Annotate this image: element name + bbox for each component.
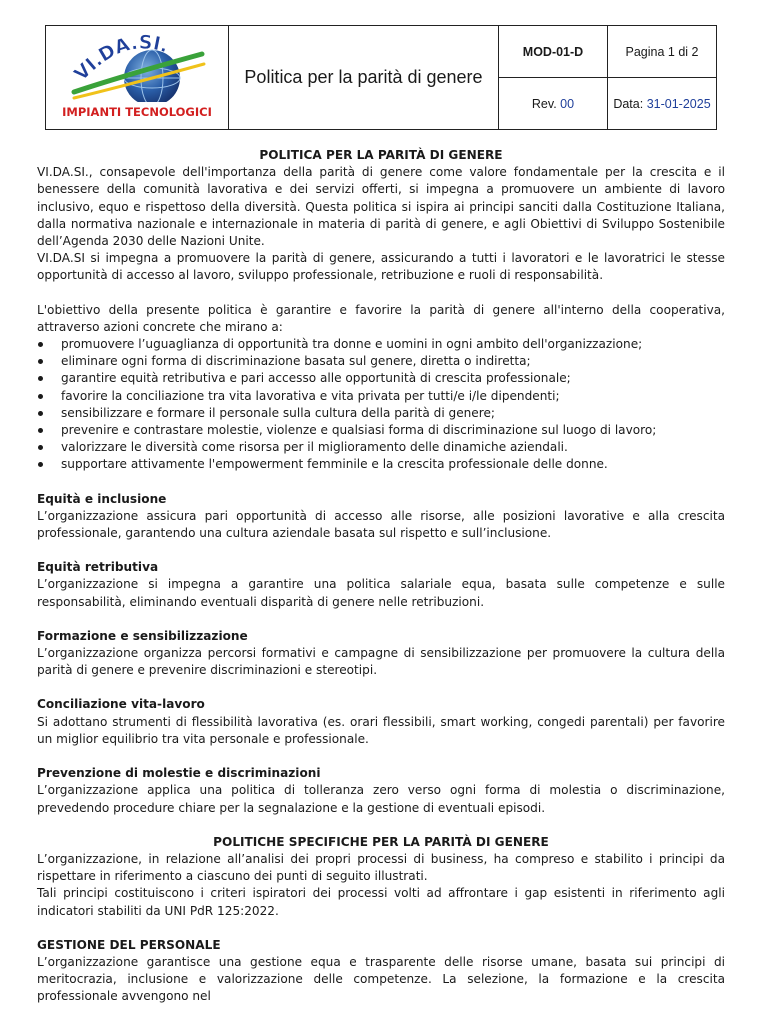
list-item: valorizzare le diversità come risorsa per il miglioramento delle dinamiche aziendali. xyxy=(37,439,725,456)
section-text: L’organizzazione organizza percorsi formativi e campagne di sensibilizzazione per promuovere la cultura della parità di genere e prevenire discriminazioni e stereotipi. xyxy=(37,646,725,678)
section-text: Si adottano strumenti di flessibilità lavorativa (es. orari flessibili, smart working, congedi parentali) per favorire un miglior equilibrio tra vita personale e professionale. xyxy=(37,714,725,746)
date-label: Data: xyxy=(613,96,644,111)
revision-value: 00 xyxy=(560,96,575,111)
list-item: promuovere l’uguaglianza di opportunità tra donne e uomini in ogni ambito dell'organizzazione; xyxy=(37,336,725,353)
intro-paragraph: VI.DA.SI., consapevole dell'importanza della parità di genere come valore fondamentale per la crescita e il benessere della comunità lavorativa e dei servizi offerti, si impegna a promuovere un ambiente di lavoro inclusivo, equo e rispettoso della diversità. Questa politica si ispira ai principi sanciti dalla Costituzione Italiana, dalla normativa nazionale e internazionale in materia di parità di genere, e agli Obiettivi di Sviluppo Sostenibile dell’Agenda 2030 delle Nazioni Unite. xyxy=(37,165,725,249)
date-value: 31-01-2025 xyxy=(646,96,711,111)
svg-text:VI.DA.SI.: VI.DA.SI. xyxy=(69,30,172,85)
vidasi-logo-icon xyxy=(52,30,222,122)
section-heading: Equità retributiva xyxy=(37,560,159,575)
section-text: L’organizzazione si impegna a garantire una politica salariale equa, basata sulle competenze e sulle responsabilità, eliminando eventuali disparità di genere nelle retribuzioni. xyxy=(37,577,725,609)
section-text: L’organizzazione applica una politica di tolleranza zero verso ogni forma di molestia o discriminazione, prevedendo procedure chiare per la segnalazione e la gestione di eventuali episodi. xyxy=(37,783,725,815)
list-item: sensibilizzare e formare il personale sulla cultura della parità di genere; xyxy=(37,405,725,422)
personnel-text: L’organizzazione garantisce una gestione equa e trasparente delle risorse umane, basata sui principi di meritocrazia, inclusione e valorizzazione delle competenze. La selezione, la formazione e la crescita professionale avvengono nel xyxy=(37,954,725,1004)
section-text: L’organizzazione assicura pari opportunità di accesso alle risorse, alle posizioni lavorative e alla crescita professionale, garantendo una cultura aziendale basata sul rispetto e sull’inclusione. xyxy=(37,508,725,541)
specific-policies-title: POLITICHE SPECIFICHE PER LA PARITÀ DI GENERE xyxy=(213,834,549,849)
specific-paragraph: Tali principi costituiscono i criteri ispiratori dei processi volti ad affrontare i gap esistenti in riferimento agli indicatori stabiliti da UNI PdR 125:2022. xyxy=(37,886,725,918)
section-heading: Equità e inclusione xyxy=(37,491,167,506)
main-title: POLITICA PER LA PARITÀ DI GENERE xyxy=(259,148,503,162)
document-code: MOD-01-D xyxy=(499,26,608,78)
commitment-paragraph: VI.DA.SI si impegna a promuovere la parità di genere, assicurando a tutti i lavoratori e le lavoratrici le stesse opportunità di accesso al lavoro, sviluppo professionale, retribuzione e ruoli di responsabilità. xyxy=(37,251,725,283)
document-title: Politica per la parità di genere xyxy=(229,26,499,130)
section-heading: Formazione e sensibilizzazione xyxy=(37,628,248,643)
list-item: favorire la conciliazione tra vita lavorativa e vita privata per tutti/e i/le dipendenti; xyxy=(37,388,725,405)
company-logo xyxy=(46,26,229,130)
revision xyxy=(499,78,608,130)
list-item: garantire equità retributiva e pari accesso alle opportunità di crescita professionale; xyxy=(37,370,725,387)
list-item: eliminare ogni forma di discriminazione basata sul genere, diretta o indiretta; xyxy=(37,353,725,370)
section-heading: Conciliazione vita-lavoro xyxy=(37,697,205,712)
personnel-heading: GESTIONE DEL PERSONALE xyxy=(37,937,221,952)
objective-paragraph: L'obiettivo della presente politica è garantire e favorire la parità di genere all'interno della cooperativa, attraverso azioni concrete che mirano a: xyxy=(37,302,725,334)
document-body xyxy=(37,147,725,1006)
list-item: prevenire e contrastare molestie, violenze e qualsiasi forma di discriminazione sul luogo di lavoro; xyxy=(37,422,725,439)
list-item: supportare attivamente l'empowerment femminile e la crescita professionale delle donne. xyxy=(37,456,725,473)
document-header xyxy=(45,25,717,130)
specific-paragraph: L’organizzazione, in relazione all’analisi dei propri processi di business, ha compreso e stabilito i principi da rispettare in riferimento a ciascuno dei punti di seguito illustrati. xyxy=(37,851,725,884)
page-number: Pagina 1 di 2 xyxy=(608,26,717,78)
revision-label: Rev. xyxy=(531,96,557,111)
svg-text:IMPIANTI TECNOLOGICI: IMPIANTI TECNOLOGICI xyxy=(62,104,212,119)
objectives-list xyxy=(37,336,725,474)
document-date xyxy=(608,78,717,130)
section-heading: Prevenzione di molestie e discriminazioni xyxy=(37,766,321,781)
